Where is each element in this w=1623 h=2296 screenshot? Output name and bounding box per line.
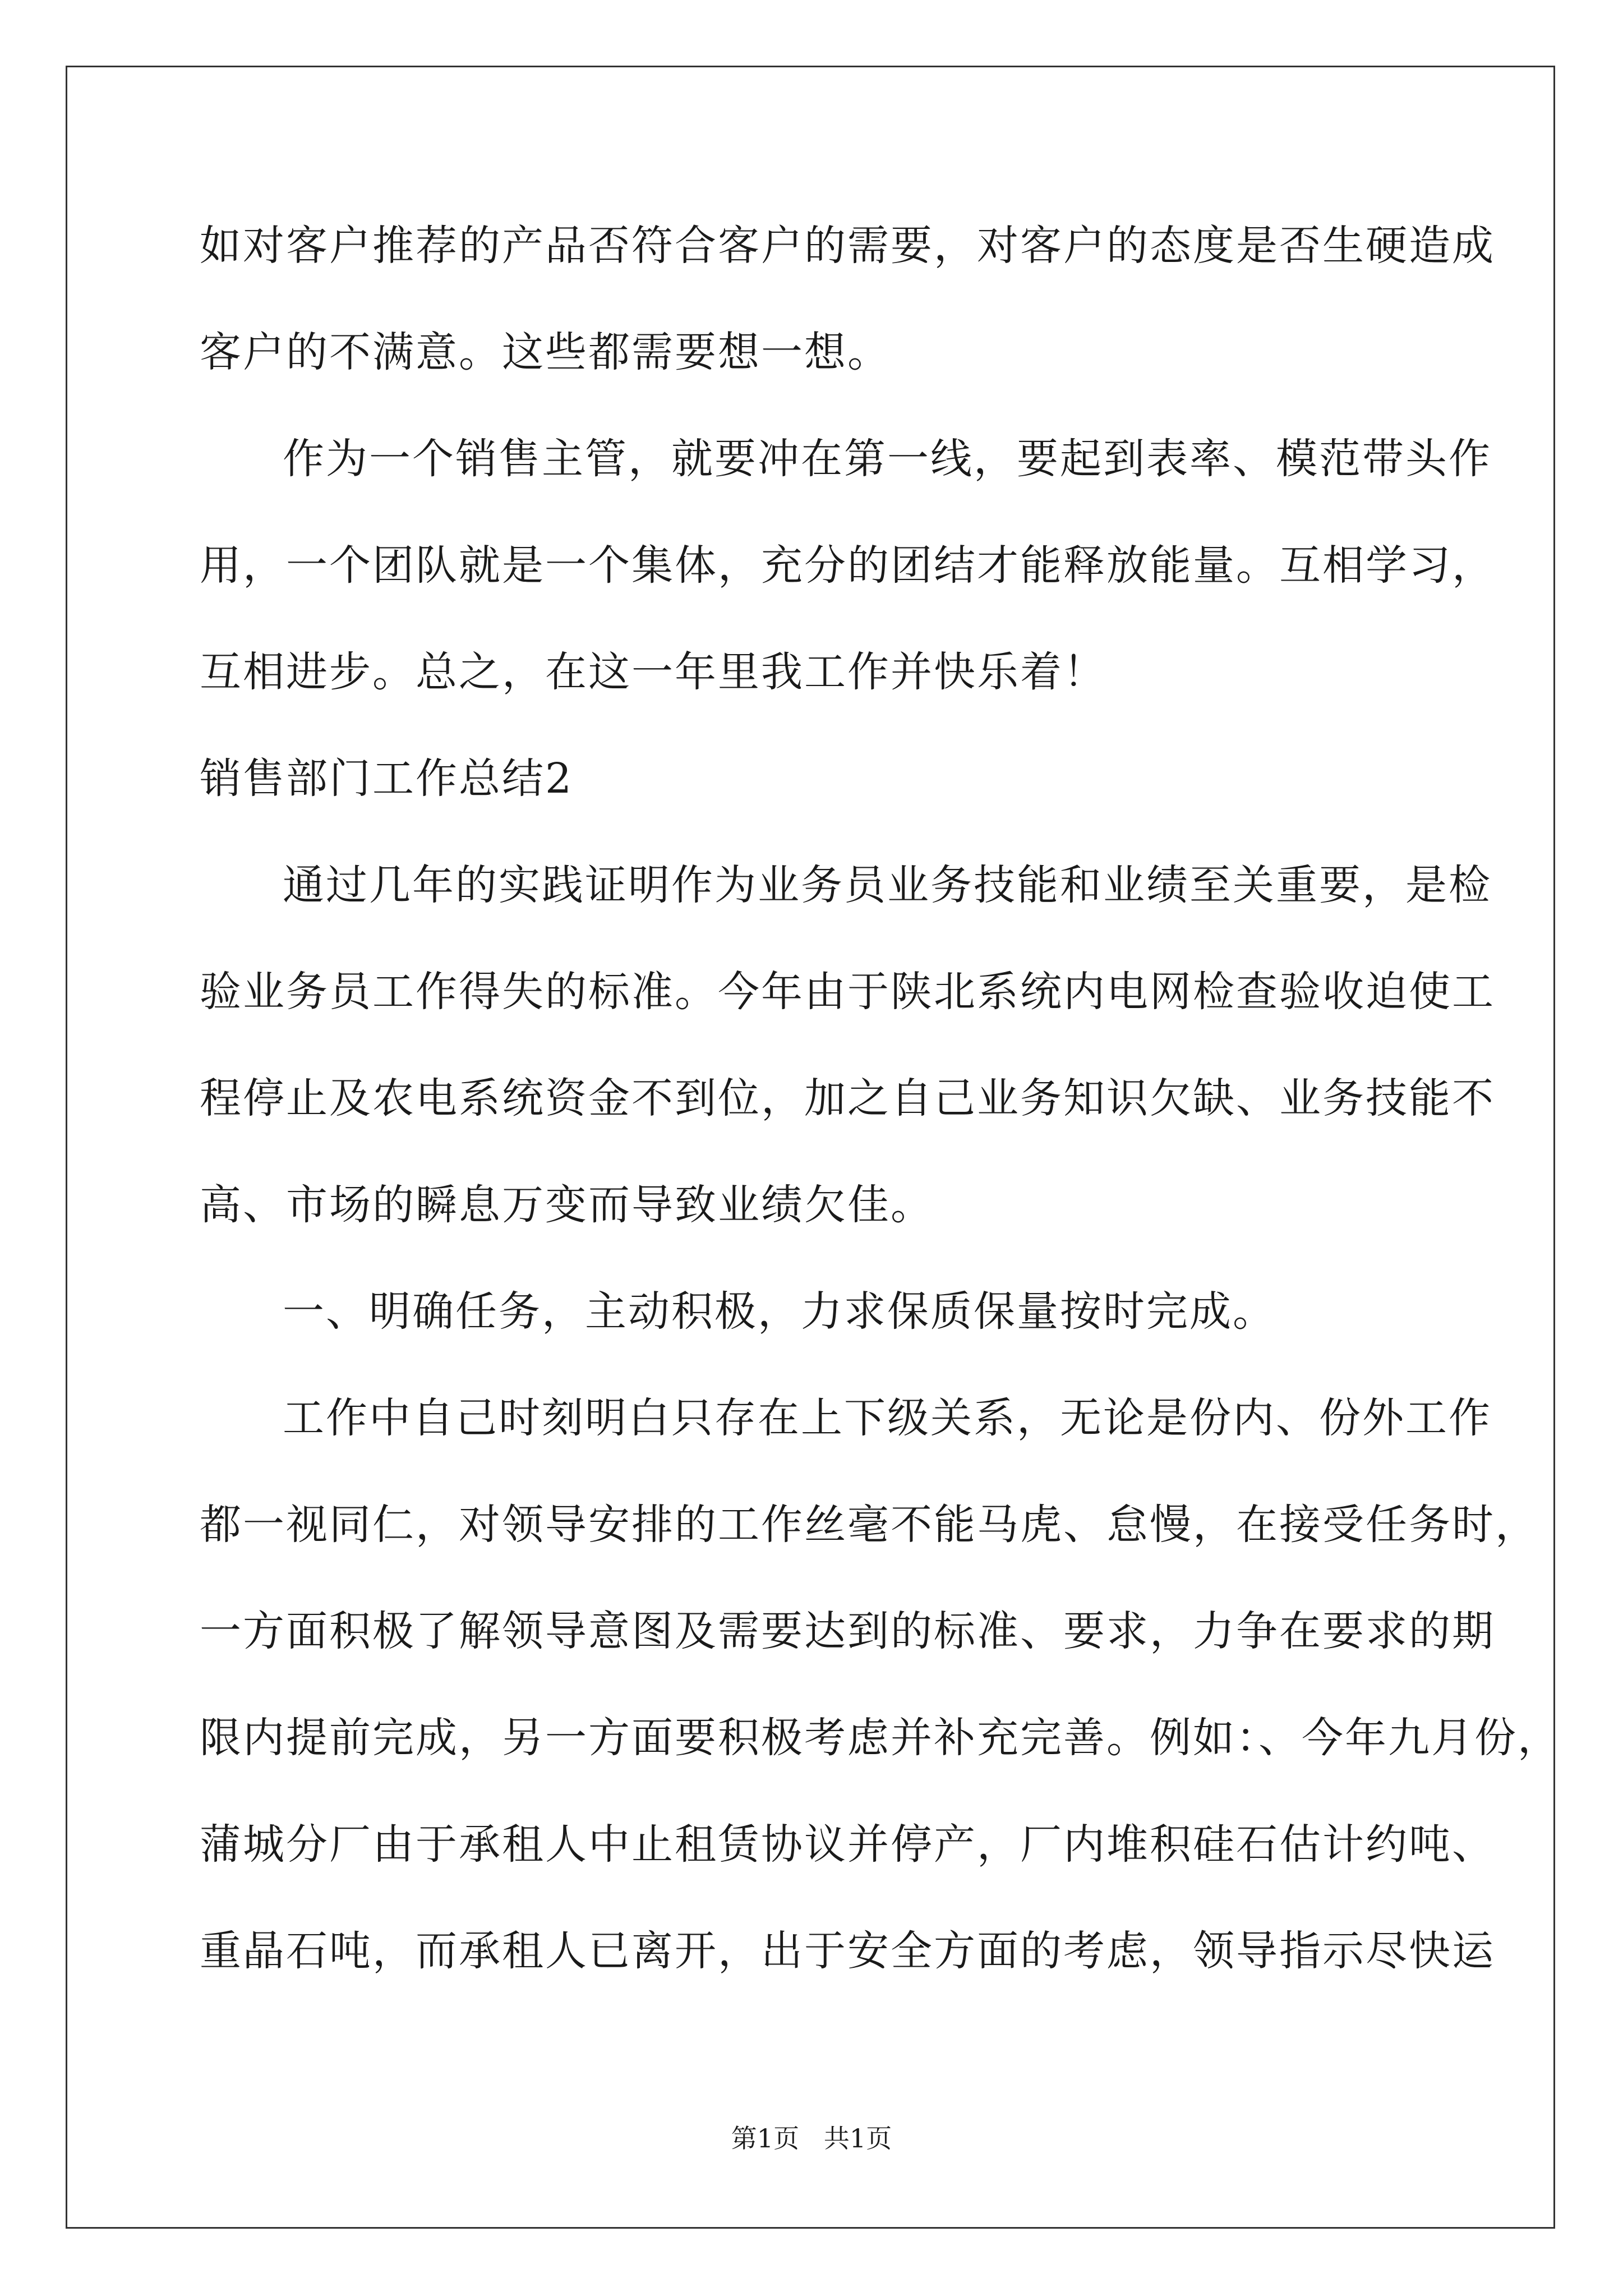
body-text-line: 用，一个团队就是一个集体，充分的团结才能释放能量。互相学习， bbox=[200, 541, 1495, 590]
page-footer: 第1页 共1页 bbox=[731, 2123, 892, 2154]
body-text-line: 程停止及农电系统资金不到位，加之自己业务知识欠缺、业务技能不 bbox=[200, 1074, 1495, 1122]
body-text-line: 如对客户推荐的产品否符合客户的需要，对客户的态度是否生硬造成 bbox=[200, 222, 1495, 270]
body-text-line: 验业务员工作得失的标准。今年由于陕北系统内电网检查验收迫使工 bbox=[200, 968, 1495, 1016]
paragraph-start-line: 工作中自己时刻明白只存在上下级关系，无论是份内、份外工作 bbox=[283, 1394, 1492, 1442]
body-text-line: 蒲城分厂由于承租人中止租赁协议并停产，厂内堆积硅石估计约吨、 bbox=[200, 1820, 1495, 1869]
subheading-line: 一、明确任务，主动积极，力求保质保量按时完成。 bbox=[283, 1287, 1276, 1336]
body-text-line: 高、市场的瞬息万变而导致业绩欠佳。 bbox=[200, 1181, 934, 1229]
body-text-line: 互相进步。总之，在这一年里我工作并快乐着！ bbox=[200, 648, 1106, 696]
paragraph-start-line: 通过几年的实践证明作为业务员业务技能和业绩至关重要，是检 bbox=[283, 861, 1492, 909]
body-text-line: 限内提前完成，另一方面要积极考虑并补充完善。例如：、今年九月份， bbox=[200, 1714, 1561, 1762]
body-text-line: 重晶石吨，而承租人已离开，出于安全方面的考虑，领导指示尽快运 bbox=[200, 1927, 1495, 1975]
paragraph-start-line: 作为一个销售主管，就要冲在第一线，要起到表率、模范带头作 bbox=[283, 435, 1492, 483]
section-heading: 销售部门工作总结2 bbox=[200, 754, 574, 803]
body-text-line: 一方面积极了解领导意图及需要达到的标准、要求，力争在要求的期 bbox=[200, 1607, 1495, 1655]
body-text-line: 都一视同仁，对领导安排的工作丝毫不能马虎、怠慢，在接受任务时， bbox=[200, 1501, 1538, 1549]
document-body bbox=[200, 218, 1561, 2030]
body-text-line: 客户的不满意。这些都需要想一想。 bbox=[200, 328, 891, 376]
